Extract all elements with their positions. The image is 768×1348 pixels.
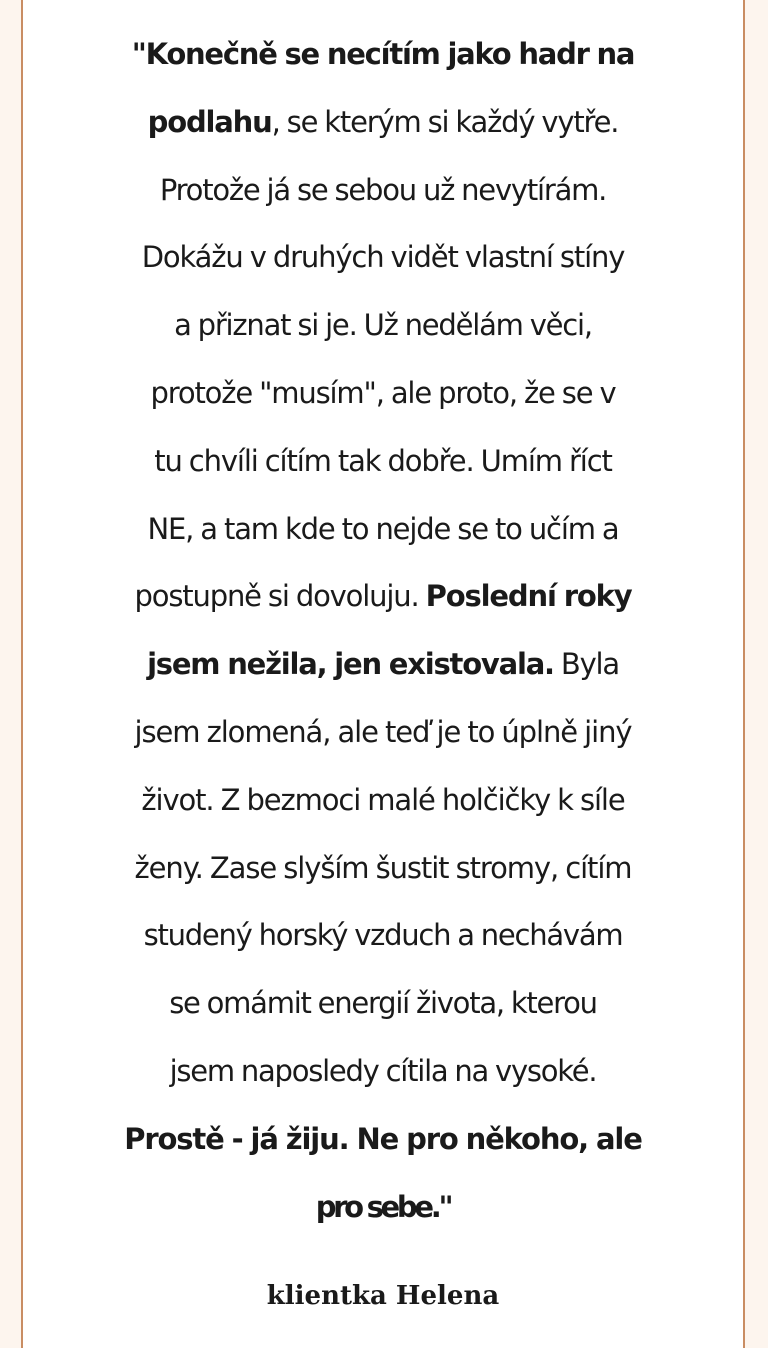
quote-line <box>23 292 743 360</box>
quote-text: ženy. Zase slyším šustit stromy, cítím <box>134 850 632 885</box>
quote-line <box>23 21 743 89</box>
quote-text-bold: "Konečně se necítím jako hadr na <box>131 37 635 71</box>
quote-text: NE, a tam kde to nejde se to učím a <box>147 511 619 546</box>
quote-line <box>23 970 743 1038</box>
quote-line <box>23 902 743 970</box>
quote-line <box>23 699 743 767</box>
quote-line <box>23 1174 743 1242</box>
quote-line <box>23 428 743 496</box>
quote-line <box>23 835 743 903</box>
quote-text: jsem zlomená, ale teď je to úplně jiný <box>134 714 632 749</box>
quote-line <box>23 360 743 428</box>
quote-text-bold: jsem nežila, jen existovala. <box>147 647 554 682</box>
quote-text-bold: podlahu <box>147 104 272 139</box>
quote-line <box>23 157 743 225</box>
quote-text-bold: pro sebe." <box>315 1189 451 1224</box>
quote-text: Protože já se sebou už nevytírám. <box>159 172 607 207</box>
quote-text: Byla <box>553 647 619 682</box>
quote-line <box>23 1106 743 1174</box>
quote-line <box>23 89 743 157</box>
testimonial-card <box>21 0 745 1348</box>
quote-line <box>23 1038 743 1106</box>
quote-text-bold: Poslední roky <box>425 579 632 614</box>
quote-line <box>23 631 743 699</box>
testimonial-author: klientka Helena <box>266 1281 500 1311</box>
quote-line <box>23 496 743 564</box>
quote-text: protože "musím", ale proto, že se v <box>150 375 616 410</box>
quote-text: jsem naposledy cítila na vysoké. <box>169 1053 597 1088</box>
quote-text: tu chvíli cítím tak dobře. Umím říct <box>154 443 612 478</box>
quote-line <box>23 563 743 631</box>
quote-text: postupně si dovoluju. <box>134 579 426 614</box>
quote-text: studený horský vzduch a nechávám <box>143 918 623 953</box>
testimonial-quote <box>23 21 743 1241</box>
quote-text-bold: Prostě - já žiju. Ne pro někoho, ale <box>124 1121 642 1156</box>
quote-text: , se kterým si každý vytře. <box>271 104 619 139</box>
quote-text: a přiznat si je. Už nedělám věci, <box>174 308 592 343</box>
quote-text: Dokážu v druhých vidět vlastní stíny <box>141 240 625 275</box>
quote-line <box>23 767 743 835</box>
quote-line <box>23 224 743 292</box>
quote-text: se omámit energií života, kterou <box>169 986 597 1021</box>
quote-text: život. Z bezmoci malé holčičky k síle <box>141 782 625 817</box>
